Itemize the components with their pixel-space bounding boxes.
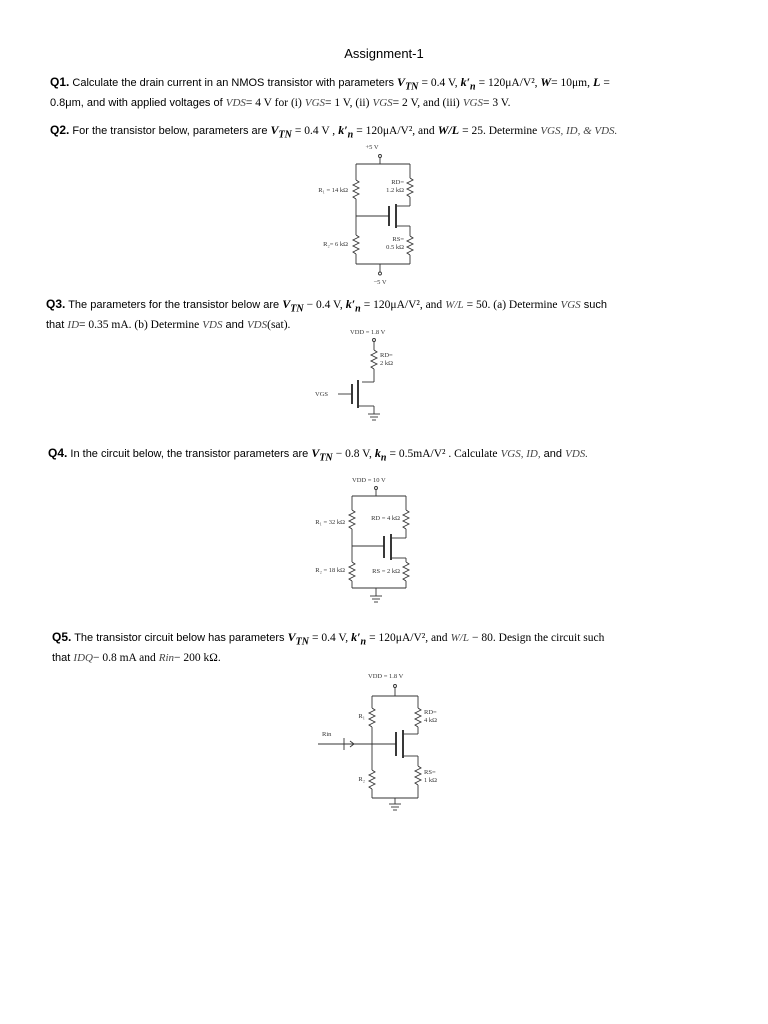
q4-text: In the circuit below, the transistor parameters are	[70, 448, 309, 460]
q3-vtn-value: − 0.4 V,	[306, 299, 343, 311]
q1-vgs-2-value: = 2 V, and (iii)	[392, 97, 460, 110]
q4-rd-label: RD = 4 kΩ	[371, 515, 400, 522]
q5-rs-label-b: 1 kΩ	[424, 777, 437, 784]
q1-w-value: = 10μm,	[551, 77, 590, 89]
q3-text: The parameters for the transistor below are	[68, 299, 280, 311]
q3-text-and: and	[225, 319, 244, 332]
q2-wl-value: = 25. Determine	[462, 125, 538, 137]
q3-circuit	[310, 324, 420, 424]
q1-line2: 0.8μm, and with applied voltages of	[50, 97, 223, 110]
question-4	[48, 445, 718, 466]
q4-r2-label: R₂ = 18 kΩ	[315, 567, 345, 574]
q4-vtn-value: − 0.8 V,	[335, 448, 372, 460]
q3-vgs: VGS	[560, 299, 581, 311]
q4-circuit	[290, 472, 430, 608]
q4-r1-label: R₁ = 32 kΩ	[315, 519, 345, 526]
q5-line2: that	[52, 652, 71, 665]
q3-vds-sat: VDS	[246, 319, 268, 332]
q2-vars: VGS, ID, & VDS.	[540, 125, 618, 137]
q4-kn-value: = 0.5mA/V² . Calculate	[389, 448, 498, 460]
q4-vars: VGS, ID,	[500, 448, 541, 460]
q4-label: Q4.	[48, 446, 68, 460]
q2-vtn-value: = 0.4 V ,	[294, 125, 336, 137]
q4-kn: $k_n$	[374, 446, 387, 464]
q5-text: The transistor circuit below has parameters	[74, 632, 285, 644]
q1-vgs-1: VGS	[304, 97, 326, 110]
q2-label: Q2.	[50, 123, 70, 137]
q5-rs-label-a: RS=	[424, 769, 436, 776]
q2-rs-label-b: 0.5 kΩ	[386, 244, 404, 251]
q3-vtn: $V_{TN}$	[282, 297, 304, 315]
q1-vgs-1-value: = 1 V, (ii)	[325, 97, 370, 110]
q5-vdd-label: VDD = 1.8 V	[368, 673, 404, 680]
q2-rd-label-a: RD=	[391, 179, 404, 186]
q1-vgs-2: VGS	[372, 97, 393, 110]
q4-vdd-label: VDD = 10 V	[352, 477, 386, 484]
q5-rin-value: − 200 kΩ.	[174, 652, 221, 665]
q3-rd-label-b: 2 kΩ	[380, 360, 393, 367]
q3-sat: (sat).	[267, 319, 291, 332]
q2-r1-label: R₁ = 14 kΩ	[318, 187, 348, 194]
q1-kn: $k'_n$	[460, 75, 476, 93]
q1-l-eq: =	[603, 77, 610, 89]
q3-vdd-label: VDD = 1.8 V	[350, 329, 386, 336]
q5-label: Q5.	[52, 630, 72, 644]
q3-wl: W/L	[445, 299, 464, 311]
q1-kn-value: = 120μA/V²,	[478, 77, 541, 89]
q4-vtn: $V_{TN}$	[311, 446, 333, 464]
q3-id: ID	[67, 319, 80, 332]
q5-rin-label: Rin	[322, 731, 332, 738]
q3-label: Q3.	[46, 297, 66, 311]
q2-kn: $k'_n$	[338, 123, 354, 141]
q2-kn-value: = 120μA/V², and	[356, 125, 435, 137]
q5-idq-value: − 0.8 mA and	[92, 652, 156, 665]
q3-vgs-label: VGS	[315, 391, 329, 398]
q5-vtn: $V_{TN}$	[287, 630, 309, 648]
q3-wl-value: = 50. (a) Determine	[466, 299, 558, 311]
q3-id-value: = 0.35 mA. (b) Determine	[79, 319, 200, 332]
q4-vds: VDS.	[565, 448, 589, 460]
q5-idq: IDQ	[73, 652, 93, 665]
q2-text: For the transistor below, parameters are	[72, 125, 268, 137]
q1-vtn: $V_{TN}$	[397, 75, 419, 93]
q1-vds: VDS	[225, 97, 246, 110]
q2-rd-label-b: 1.2 kΩ	[386, 187, 404, 194]
q1-text: Calculate the drain current in an NMOS transistor with parameters	[72, 77, 394, 89]
q1-vgs-3-value: = 3 V.	[482, 97, 511, 110]
question-5	[52, 629, 722, 666]
q1-vtn-value: = 0.4 V,	[421, 77, 458, 89]
q2-vtn: $V_{TN}$	[270, 123, 292, 141]
q2-circuit	[300, 140, 440, 288]
q1-label: Q1.	[50, 75, 70, 89]
q4-rs-label: RS = 2 kΩ	[372, 568, 400, 575]
q5-r1-label: R₁	[358, 713, 365, 720]
q3-kn-value: = 120μA/V², and	[363, 299, 443, 311]
q5-kn-value: = 120μA/V², and	[369, 632, 448, 644]
q5-rd-label-b: 4 kΩ	[424, 717, 437, 724]
question-1	[50, 74, 720, 111]
q3-vds: VDS	[202, 319, 223, 332]
q3-text-such: such	[583, 299, 607, 311]
assignment-title: Assignment-1	[344, 46, 424, 61]
q4-text-and: and	[543, 448, 563, 460]
q5-rd-label-a: RD=	[424, 709, 437, 716]
q5-circuit	[310, 666, 460, 814]
q5-rin: Rin	[158, 652, 175, 665]
q1-vds-value: = 4 V for (i)	[245, 97, 302, 110]
q5-r2-label: R₂	[358, 776, 365, 783]
q2-r2-label: R₂= 6 kΩ	[323, 241, 348, 248]
q2-rs-label-a: RS=	[392, 236, 404, 243]
q5-vtn-value: = 0.4 V,	[312, 632, 349, 644]
q3-rd-label-a: RD=	[380, 352, 393, 359]
q1-vgs-3: VGS	[462, 97, 483, 110]
q1-w: W	[540, 75, 552, 89]
q5-wl-value: − 80. Design the circuit such	[472, 632, 605, 644]
q3-line2: that	[46, 319, 65, 332]
q1-l: L	[593, 75, 601, 89]
q2-wl: W/L	[437, 123, 460, 137]
q5-wl: W/L	[450, 632, 469, 644]
q3-kn: $k'_n$	[345, 297, 361, 315]
q5-kn: $k'_n$	[351, 630, 367, 648]
q2-supply-bottom: −5 V	[373, 279, 387, 286]
q2-supply-top: +5 V	[365, 144, 379, 151]
